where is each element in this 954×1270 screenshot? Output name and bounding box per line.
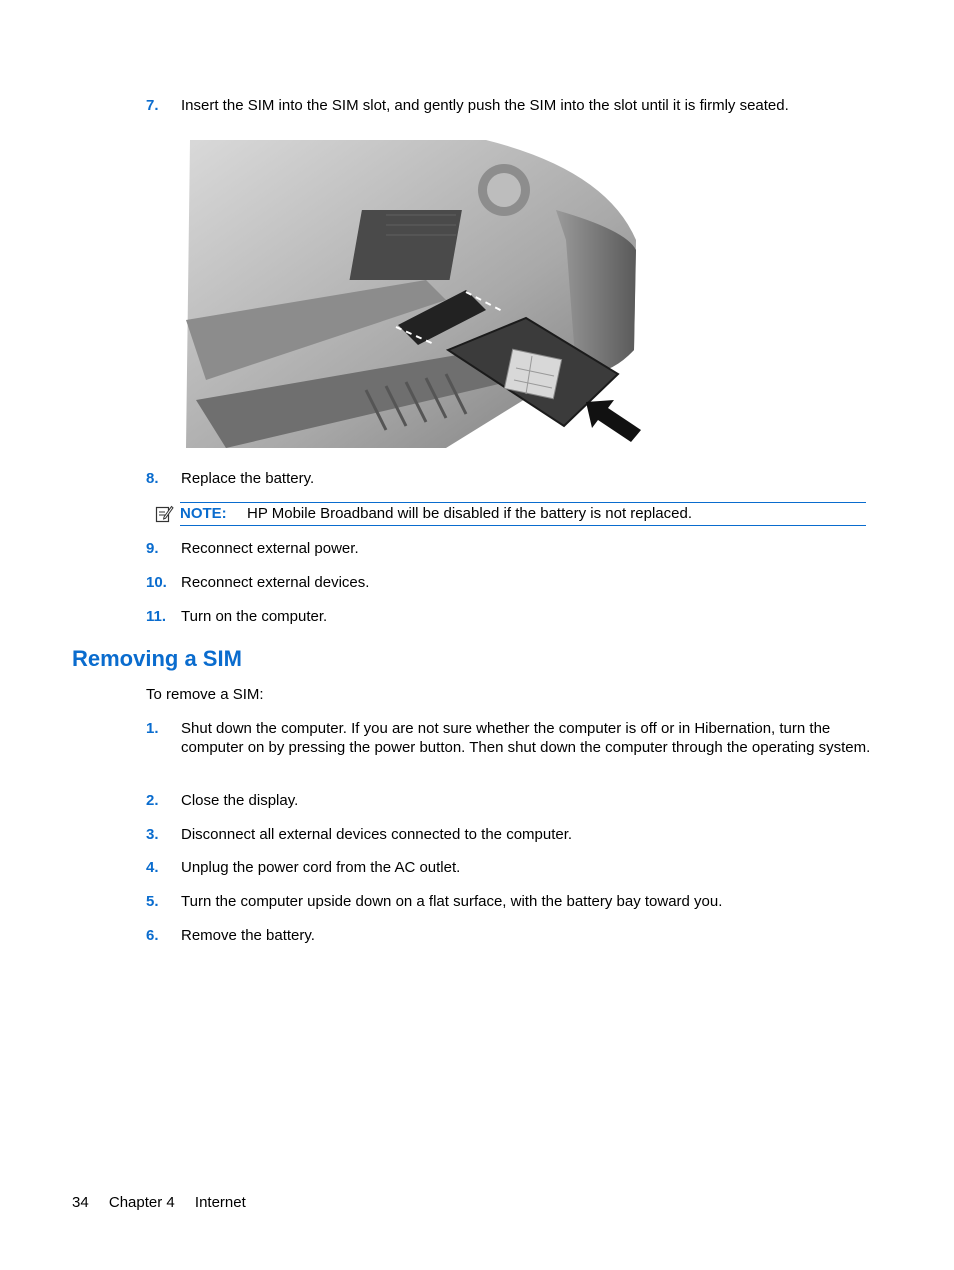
step-text: Unplug the power cord from the AC outlet. xyxy=(181,859,461,876)
list-item xyxy=(146,573,876,592)
step-number: 7. xyxy=(146,97,159,114)
list-item xyxy=(146,791,876,810)
step-text: Reconnect external devices. xyxy=(181,574,370,591)
note-box xyxy=(180,502,866,526)
step-number: 2. xyxy=(146,792,159,809)
list-item xyxy=(146,926,876,945)
page-footer xyxy=(72,1193,262,1212)
step-text: Reconnect external power. xyxy=(181,540,359,557)
step-text: Close the display. xyxy=(181,792,299,809)
list-item xyxy=(146,96,876,115)
step-text: Remove the battery. xyxy=(181,927,315,944)
step-text: Turn on the computer. xyxy=(181,608,328,625)
footer-title: Internet xyxy=(194,1194,246,1211)
page-number: 34 xyxy=(72,1194,89,1211)
step-number: 3. xyxy=(146,826,159,843)
step-text: Turn the computer upside down on a flat surface, with the battery bay toward you. xyxy=(181,893,723,910)
note-label: NOTE: xyxy=(180,505,227,522)
section-heading: Removing a SIM xyxy=(72,646,242,671)
list-item xyxy=(146,469,876,488)
list-item xyxy=(146,858,876,877)
step-number: 6. xyxy=(146,927,159,944)
list-item xyxy=(146,825,876,844)
step-number: 1. xyxy=(146,720,159,737)
step-text: Shut down the computer. If you are not sure whether the computer is off or in Hibernation, turn the computer on by pressing the power button. Then shut down the computer through the operating system. xyxy=(181,720,871,756)
note-text: HP Mobile Broadband will be disabled if the battery is not replaced. xyxy=(247,505,692,522)
step-text: Insert the SIM into the SIM slot, and gently push the SIM into the slot until it is firmly seated. xyxy=(181,97,789,114)
list-item xyxy=(146,539,876,558)
sim-insertion-illustration xyxy=(186,130,644,448)
step-text: Disconnect all external devices connected to the computer. xyxy=(181,826,573,843)
section-intro: To remove a SIM: xyxy=(146,686,264,703)
step-number: 4. xyxy=(146,859,159,876)
list-item xyxy=(146,892,876,911)
step-number: 8. xyxy=(146,470,159,487)
note-pencil-icon xyxy=(155,504,174,523)
list-item xyxy=(146,607,876,626)
step-number: 9. xyxy=(146,540,159,557)
step-number: 10. xyxy=(146,574,167,591)
step-text: Replace the battery. xyxy=(181,470,315,487)
step-number: 5. xyxy=(146,893,159,910)
footer-chapter: Chapter 4 xyxy=(108,1194,175,1211)
step-number: 11. xyxy=(146,608,167,625)
list-item xyxy=(146,719,876,757)
